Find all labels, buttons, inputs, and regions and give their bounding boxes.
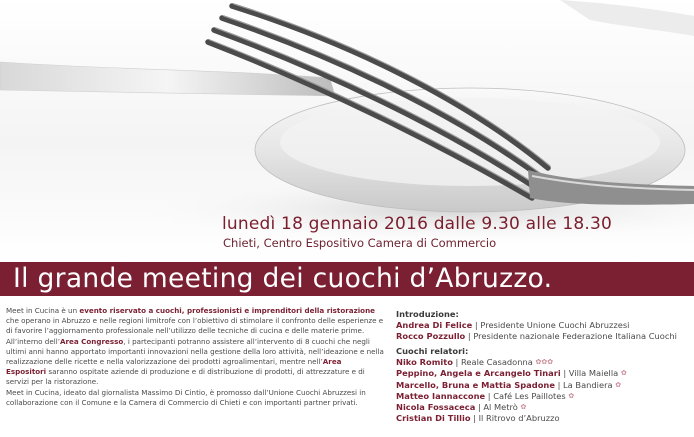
chef-name: Nicola Fossaceca (396, 401, 476, 412)
chef-restaurant: | Villa Maiella (560, 368, 621, 379)
event-description (6, 306, 384, 408)
description-paragraph (6, 306, 384, 388)
michelin-star-icon: ✿ (620, 369, 627, 378)
chef-name: Niko Romito (396, 357, 453, 368)
chef-item (396, 368, 694, 379)
chef-item (396, 413, 694, 424)
area-espositori-label: Area Espositori (6, 357, 342, 377)
chef-name: Marcello, Bruna e Mattia Spadone (396, 379, 555, 390)
michelin-star-icon: ✿ (615, 380, 622, 389)
chef-item (396, 402, 694, 413)
chef-restaurant: | Café Les Paillotes (485, 390, 569, 401)
speaker-role: | Presidente Unione Cuochi Abruzzesi (472, 320, 630, 331)
chef-name: Matteo Iannaccone (396, 390, 486, 401)
chef-restaurant: | Il Ritrovo d’Abruzzo (470, 412, 560, 423)
intro-speaker (396, 331, 694, 342)
chef-name: Peppino, Angela e Arcangelo Tinari (396, 368, 561, 379)
intro-speaker (396, 320, 694, 331)
description-text: , i partecipanti potranno assistere all’intervento di 8 cuochi che negli ultimi anni hanno apportato importanti innovazioni nella gestione della loro attività, nell’ideazione e nella realizzazione delle ricette e nella valorizzazione dei prodotti agroalimentari, mentre nell’ (6, 336, 384, 367)
description-text: Meet in Cucina è un (6, 306, 80, 315)
speaker-role: | Presidente nazionale Federazione Italiana Cuochi (465, 331, 677, 342)
chef-item (396, 380, 694, 391)
description-text: che operano in Abruzzo e nelle regioni limitrofe con l’obiettivo di stimolare il confronto delle esperienze e di favorire l’aggiornamento professionale nell’utilizzo delle tecniche di cucina e delle materie prime. All’interno dell’ (6, 316, 384, 346)
description-text: saranno ospitate aziende di produzione e di distribuzione di prodotti, di attrezzature e di servizi per la ristorazione. (6, 367, 365, 387)
chef-item (396, 391, 694, 402)
speaker-name: Andrea Di Felice (396, 320, 473, 331)
organizer-paragraph: Meet in Cucina, ideato dal giornalista Massimo Di Cintio, è promosso dall’Unione Cuochi Abruzzesi in collaborazione con il Comune e la Camera di Commercio di Chieti e con importanti partner privati. (6, 387, 366, 407)
chefs-heading: Cuochi relatori: (396, 346, 469, 357)
chef-restaurant: | La Bandiera (554, 379, 616, 390)
intro-heading: Introduzione: (396, 309, 459, 319)
area-congresso-label: Area Congresso (59, 336, 124, 346)
event-title: Il grande meeting dei cuochi d’Abruzzo. (13, 263, 553, 294)
event-venue: Chieti, Centro Espositivo Camera di Commercio (223, 236, 497, 250)
michelin-star-icon: ✿✿✿ (535, 358, 554, 367)
chef-restaurant: | Reale Casadonna (452, 357, 536, 368)
event-date-time: lunedì 18 gennaio 2016 dalle 9.30 alle 18.30 (222, 214, 613, 234)
chef-name: Cristian Di Tillio (396, 412, 471, 423)
chef-restaurant: | Al Metrò (475, 401, 521, 412)
description-highlight: evento riservato a cuochi, professionisti e imprenditori della ristorazione (79, 306, 376, 315)
program (396, 309, 694, 424)
michelin-star-icon: ✿ (568, 391, 575, 400)
speaker-name: Rocco Pozzullo (396, 331, 466, 342)
michelin-star-icon: ✿ (520, 402, 527, 411)
chef-item (396, 357, 694, 368)
